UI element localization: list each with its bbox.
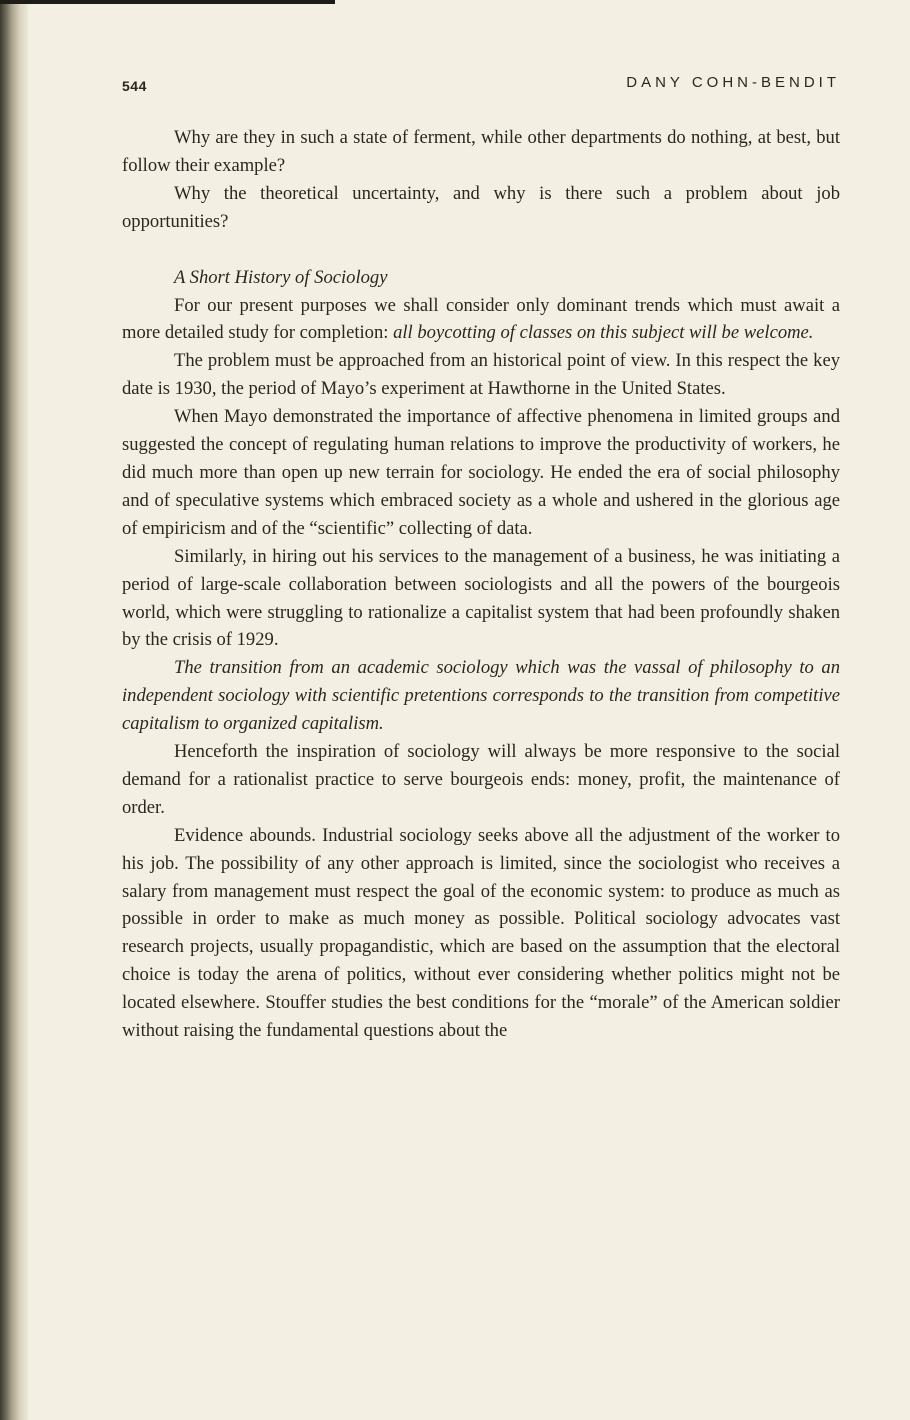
- paragraph: When Mayo demonstrated the importance of affective phenomena in limited groups and suggested the concept of regulating human relations to improve the productivity of workers, he did much more than open up new terrain for sociology. He ended the era of social philosophy and of speculative systems which embraced society as a whole and ushered in the glorious age of empiricism and of the “scientific” collecting of data.: [122, 406, 840, 539]
- running-head: DANY COHN-BENDIT: [626, 74, 840, 91]
- paragraph: Why the theoretical uncertainty, and why is there such a problem about job opportunities?: [122, 182, 840, 232]
- paragraph: The problem must be approached from an historical point of view. In this respect the key date is 1930, the period of Mayo’s experiment at Hawthorne in the United States.: [122, 350, 840, 400]
- paragraph: Evidence abounds. Industrial sociology seeks above all the adjustment of the worker to his job. The possibility of any other approach is limited, since the sociologist who receives a salary from management must respect the goal of the economic system: to produce as much as possible in order to make as much money as possible. Political sociology advocates vast research projects, usually propagandistic, which are based on the assumption that the electoral choice is today the arena of politics, without ever considering whether politics might not be located elsewhere. Stouffer studies the best conditions for the “morale” of the American soldier without raising the fundamental questions about the: [122, 824, 840, 1042]
- body-text: [122, 124, 840, 1045]
- paragraph: Similarly, in hiring out his services to the management of a business, he was initiating a period of large-scale collaboration between sociologists and all the powers of the bourgeois world, which were struggling to rationalize a capitalist system that had been profoundly shaken by the crisis of 1929.: [122, 545, 840, 651]
- italic-emphasis: all boycotting of classes on this subject will be welcome.: [393, 322, 814, 344]
- section-heading: A Short History of Sociology: [174, 266, 388, 288]
- paragraph: [122, 292, 840, 348]
- italic-paragraph: The transition from an academic sociology which was the vassal of philosophy to an independent sociology with scientific pretentions corresponds to the transition from competitive capitalism to organized capitalism.: [122, 657, 840, 735]
- paragraph-text: For our present purposes we shall consider only dominant trends which must await a more detailed study for completion:: [122, 294, 840, 344]
- paragraph: Henceforth the inspiration of sociology will always be more responsive to the social demand for a rationalist practice to serve bourgeois ends: money, profit, the maintenance of order.: [122, 741, 840, 818]
- page-number: 544: [122, 78, 147, 94]
- paragraph: Why are they in such a state of ferment, while other departments do nothing, at best, but follow their example?: [122, 127, 840, 176]
- page-header: [122, 72, 840, 98]
